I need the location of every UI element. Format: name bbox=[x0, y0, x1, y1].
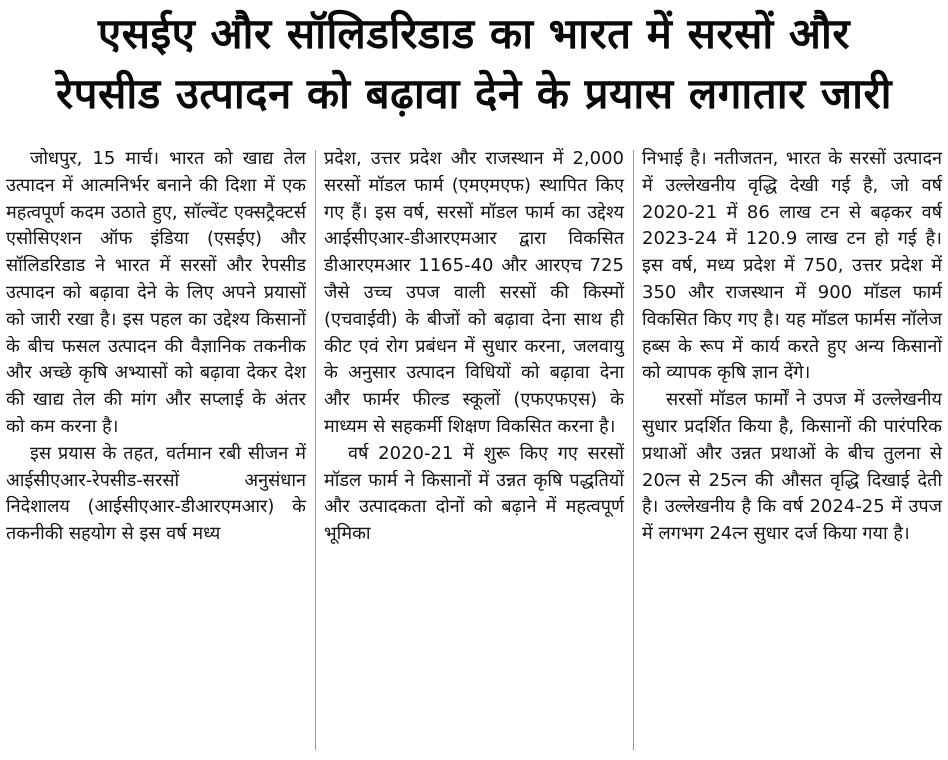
article-body bbox=[6, 146, 942, 758]
article-paragraph: प्रदेश, उत्तर प्रदेश और राजस्थान में 2,000 सरसों मॉडल फार्म (एमएमएफ) स्थापित किए गए हैं। इस वर्ष, सरसों मॉडल फार्म का उद्देश्य आईसीएआर-डीआरएमआर द्वारा विकसित डीआरएमआर 1165-40 और आरएच 725 जैसे उच्च उपज वाली सरसों की किस्मों (एचवाईवी) के बीजों को बढ़ावा देना साथ ही कीट एवं रोग प्रबंधन में सुधार करना, जलवायु के अनुसार उत्पादन विधियों को बढ़ावा देना और फार्मर फील्ड स्कूलों (एफएफएस) के माध्यम से सहकर्मी शिक्षण विकसित करना है। bbox=[324, 148, 624, 437]
article-paragraph: सरसों मॉडल फार्मों ने उपज में उल्लेखनीय सुधार प्रदर्शित किया है, किसानों की पारंपरिक प्रथाओं और उन्नत प्रथाओं के बीच तुलना से 20त्न से 25त्न की औसत वृद्धि दिखाई देती है। उल्लेखनीय है कि वर्ष 2024-25 में उपज में लगभग 24त्न सुधार दर्ज किया गया है। bbox=[642, 389, 942, 545]
column-divider bbox=[633, 150, 634, 750]
article-paragraph: वर्ष 2020-21 में शुरू किए गए सरसों मॉडल फार्म ने किसानों में उन्नत कृषि पद्धतियों और उत्पादकता दोनों को बढ़ाने में महत्वपूर्ण भूमिका bbox=[324, 442, 624, 545]
headline bbox=[0, 4, 948, 124]
article-paragraph: इस प्रयास के तहत, वर्तमान रबी सीजन में आईसीएआर-रेपसीड-सरसों अनुसंधान निदेशालय (आईसीएआर-डीआरएमआर) के तकनीकी सहयोग से इस वर्ष मध्य bbox=[6, 442, 306, 545]
headline-line-2: रेपसीड उत्पादन को बढ़ावा देने के प्रयास लगातार जारी bbox=[55, 69, 893, 118]
column-divider bbox=[315, 150, 316, 750]
headline-line-1: एसईए और सॉलिडरिडाड का भारत में सरसों और bbox=[97, 9, 851, 58]
article-column-2 bbox=[324, 146, 624, 548]
article-paragraph: निभाई है। नतीजतन, भारत के सरसों उत्पादन में उल्लेखनीय वृद्धि देखी गई है, जो वर्ष 2020-21 में 86 लाख टन से बढ़कर वर्ष 2023-24 में 120.9 लाख टन हो गई है। इस वर्ष, मध्य प्रदेश में 750, उत्तर प्रदेश में 350 और राजस्थान में 900 मॉडल फार्म विकसित किए गए है। यह मॉडल फार्मस नॉलेज हब्स के रूप में कार्य करते हुए अन्य किसानों को व्यापक कृषि ज्ञान देंगे। bbox=[642, 148, 942, 384]
article-paragraph: जोधपुर, 15 मार्च। भारत को खाद्य तेल उत्पादन में आत्मनिर्भर बनाने की दिशा में एक महत्वपूर्ण कदम उठाते हुए, सॉल्वेंट एक्सट्रैक्टर्स एसोसिएशन ऑफ इंडिया (एसईए) और सॉलिडरिडाड ने भारत में सरसों और रेपसीड उत्पादन को बढ़ावा देने के लिए अपने प्रयासों को जारी रखा है। इस पहल का उद्देश्य किसानों के बीच फसल उत्पादन की वैज्ञानिक तकनीक और अच्छे कृषि अभ्यासों को बढ़ावा देकर देश की खाद्य तेल की मांग और सप्लाई के अंतर को कम करना है। bbox=[6, 148, 306, 437]
article-column-3 bbox=[642, 146, 942, 548]
article-column-1 bbox=[6, 146, 306, 548]
